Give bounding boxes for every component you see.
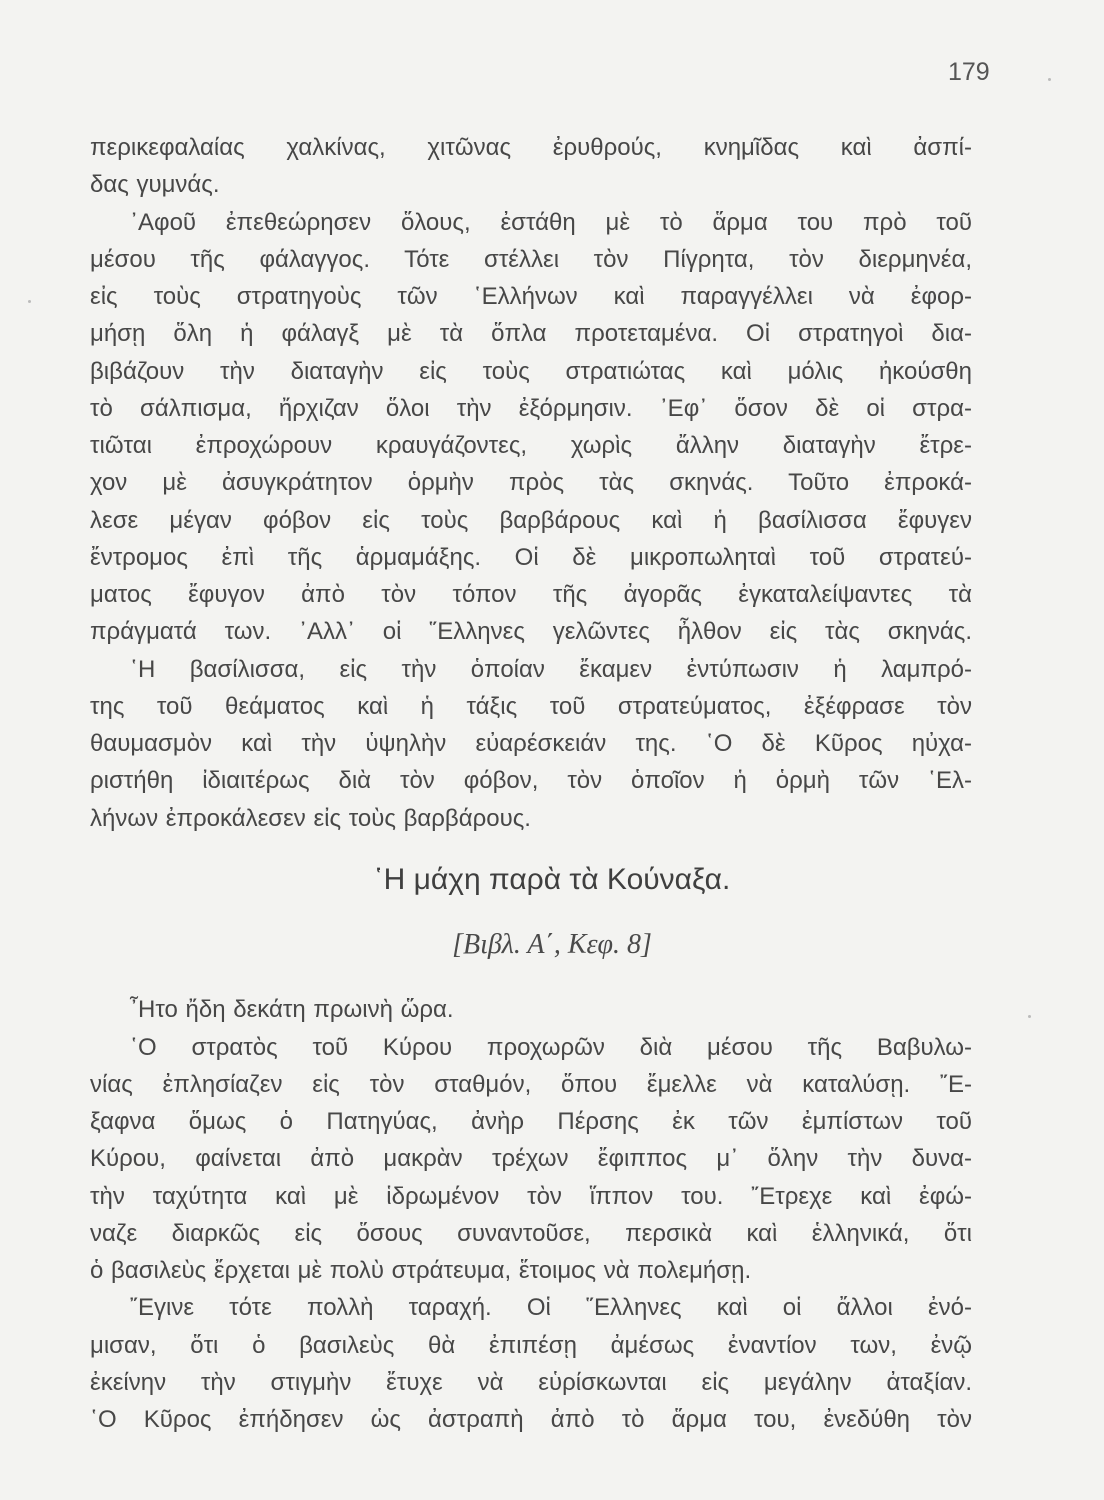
section-heading: ῾Η μάχη παρὰ τὰ Κούναξα. bbox=[373, 863, 731, 896]
text-line: ὁ βασιλεὺς ἔρχεται μὲ πολὺ στράτευμα, ἕτοιμος νὰ πολεμήσῃ. bbox=[90, 1257, 752, 1284]
text-line: ῾Η βασίλισσα, εἰς τὴν ὁποίαν ἔκαμεν ἐντύπωσιν ἡ λαμπρό- bbox=[130, 656, 972, 683]
text-line: βιβάζουν τὴν διαταγὴν εἰς τοὺς στρατιώτας καὶ μόλις ἠκούσθη bbox=[90, 358, 972, 385]
text-line: ριστήθη ἰδιαιτέρως διὰ τὸν φόβον, τὸν ὁποῖον ἡ ὁρμὴ τῶν ῾Ελ- bbox=[90, 767, 972, 794]
text-line: της τοῦ θεάματος καὶ ἡ τάξις τοῦ στρατεύματος, ἐξέφρασε τὸν bbox=[90, 693, 972, 720]
text-line: τὸ σάλπισμα, ἤρχιζαν ὅλοι τὴν ἐξόρμησιν. ᾿Εφ᾿ ὅσον δὲ οἱ στρα- bbox=[90, 395, 972, 422]
text-line: εἰς τοὺς στρατηγοὺς τῶν ῾Ελλήνων καὶ παραγγέλλει νὰ ἐφορ- bbox=[90, 283, 972, 310]
section-reference: [Βιβλ. Α΄, Κεφ. 8] bbox=[452, 929, 652, 960]
text-line: ἐκείνην τὴν στιγμὴν ἔτυχε νὰ εὑρίσκωνται εἰς μεγάλην ἀταξίαν. bbox=[90, 1369, 972, 1396]
text-line: λεσε μέγαν φόβον εἰς τοὺς βαρβάρους καὶ ἡ βασίλισσα ἔφυγεν bbox=[90, 507, 972, 534]
text-line: νίας ἐπλησίαζεν εἰς τὸν σταθμόν, ὅπου ἔμελλε νὰ καταλύσῃ. ῎Ε- bbox=[90, 1071, 972, 1098]
text-line: ῎Εγινε τότε πολλὴ ταραχή. Οἱ ῞Ελληνες καὶ οἱ ἄλλοι ἐνό- bbox=[130, 1294, 972, 1321]
text-line: ματος ἔφυγον ἀπὸ τὸν τόπον τῆς ἀγορᾶς ἐγκαταλείψαντες τὰ bbox=[90, 581, 972, 608]
text-line: περικεφαλαίας χαλκίνας, χιτῶνας ἐρυθρούς, κνημῖδας καὶ ἀσπί- bbox=[90, 134, 972, 161]
text-line: ξαφνα ὅμως ὁ Πατηγύας, ἀνὴρ Πέρσης ἐκ τῶν ἐμπίστων τοῦ bbox=[90, 1108, 972, 1135]
text-line: χον μὲ ἀσυγκράτητον ὁρμὴν πρὸς τὰς σκηνάς. Τοῦτο ἐπροκά- bbox=[90, 469, 972, 496]
text-line: τὴν ταχύτητα καὶ μὲ ἱδρωμένον τὸν ἵππον του. ῎Ετρεχε καὶ ἐφώ- bbox=[90, 1183, 972, 1210]
text-line: Κύρου, φαίνεται ἀπὸ μακρὰν τρέχων ἔφιππος μ᾿ ὅλην τὴν δυνα- bbox=[90, 1145, 972, 1172]
text-line: δας γυμνάς. bbox=[90, 171, 220, 198]
text-line: ναζε διαρκῶς εἰς ὅσους συναντοῦσε, περσικὰ καὶ ἑλληνικά, ὅτι bbox=[90, 1220, 972, 1247]
text-line: μήσῃ ὅλη ἡ φάλαγξ μὲ τὰ ὅπλα προτεταμένα. Οἱ στρατηγοὶ δια- bbox=[90, 320, 972, 347]
text-line: τιῶται ἐπροχώρουν κραυγάζοντες, χωρὶς ἄλλην διαταγὴν ἔτρε- bbox=[90, 432, 972, 459]
scan-speck bbox=[1048, 78, 1051, 81]
text-line: ἔντρομος ἐπὶ τῆς ἁρμαμάξης. Οἱ δὲ μικροπωληταὶ τοῦ στρατεύ- bbox=[90, 544, 972, 571]
text-line: λήνων ἐπροκάλεσεν εἰς τοὺς βαρβάρους. bbox=[90, 805, 531, 832]
text-line: μισαν, ὅτι ὁ βασιλεὺς θὰ ἐπιπέσῃ ἀμέσως ἐναντίον των, ἐνῷ bbox=[90, 1332, 972, 1359]
text-line: πράγματά των. ᾿Αλλ᾿ οἱ ῞Ελληνες γελῶντες ἦλθον εἰς τὰς σκηνάς. bbox=[90, 618, 972, 645]
text-line: θαυμασμὸν καὶ τὴν ὑψηλὴν εὐαρέσκειάν της. ῾Ο δὲ Κῦρος ηὐχα- bbox=[90, 730, 972, 757]
page-number: 179 bbox=[948, 58, 990, 86]
scan-speck bbox=[1028, 1015, 1031, 1018]
text-line: ᾿Αφοῦ ἐπεθεώρησεν ὅλους, ἐστάθη μὲ τὸ ἅρμα του πρὸ τοῦ bbox=[130, 209, 972, 236]
text-line: ῏Ητο ἤδη δεκάτη πρωινὴ ὥρα. bbox=[130, 996, 454, 1023]
text-line: ῾Ο Κῦρος ἐπήδησεν ὡς ἀστραπὴ ἀπὸ τὸ ἅρμα του, ἐνεδύθη τὸν bbox=[90, 1406, 972, 1433]
text-line: μέσου τῆς φάλαγγος. Τότε στέλλει τὸν Πίγρητα, τὸν διερμηνέα, bbox=[90, 246, 972, 273]
scan-speck bbox=[28, 300, 31, 303]
text-line: ῾Ο στρατὸς τοῦ Κύρου προχωρῶν διὰ μέσου τῆς Βαβυλω- bbox=[130, 1034, 972, 1061]
